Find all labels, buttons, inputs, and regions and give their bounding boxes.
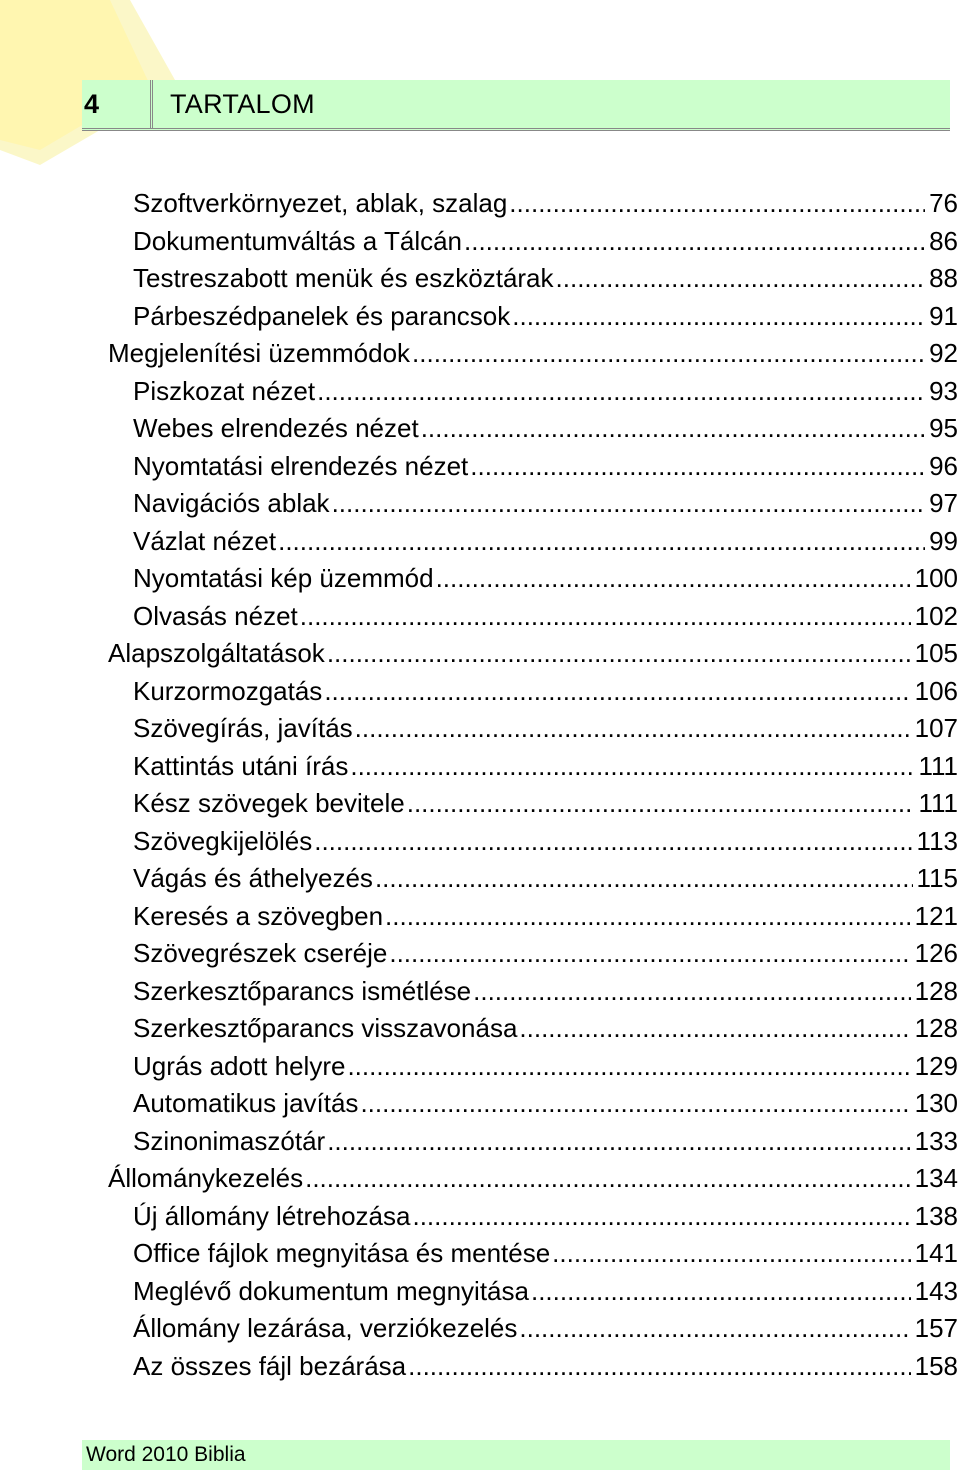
- toc-dot-leader: [389, 935, 910, 973]
- toc-entry-title: Nyomtatási kép üzemmód: [133, 563, 434, 593]
- toc-entry-title: Automatikus javítás: [133, 1088, 359, 1118]
- toc-entry-page-number: 158: [914, 1350, 958, 1381]
- toc-entry-page-number: 102: [914, 600, 958, 631]
- toc-entry: [0, 523, 960, 561]
- toc-entry-page-number: 115: [916, 863, 958, 893]
- toc-entry-title: Új állomány létrehozása: [133, 1200, 411, 1231]
- toc-entry-page-number: 107: [914, 713, 958, 743]
- toc-entry: [0, 560, 960, 598]
- toc-entry-page-number: 91: [929, 300, 958, 331]
- toc-dot-leader: [470, 448, 925, 486]
- toc-entry: [0, 1048, 960, 1086]
- toc-dot-leader: [314, 823, 912, 861]
- toc-entry-page-number: 128: [914, 1013, 958, 1043]
- toc-entry-title: Szerkesztőparancs ismétlése: [133, 975, 472, 1006]
- header-divider: [150, 80, 153, 128]
- toc-entry-page-number: 126: [914, 938, 958, 968]
- toc-dot-leader: [464, 223, 925, 261]
- toc-dot-leader: [355, 710, 911, 748]
- toc-entry: [0, 1348, 960, 1386]
- toc-entry: [0, 223, 960, 261]
- page-title: TARTALOM: [170, 89, 315, 119]
- toc-entry-page-number: 157: [914, 1313, 958, 1343]
- toc-entry: [0, 598, 960, 636]
- toc-dot-leader: [509, 185, 925, 223]
- toc-entry-title: Kész szövegek bevitele: [133, 788, 405, 818]
- toc-entry: [0, 485, 960, 523]
- toc-entry-page-number: 100: [914, 563, 958, 593]
- toc-entry: [0, 1085, 960, 1123]
- toc-entry-page-number: 128: [914, 975, 958, 1006]
- toc-dot-leader: [317, 373, 925, 411]
- toc-entry-title: Állománykezelés: [108, 1163, 304, 1193]
- toc-dot-leader: [412, 335, 925, 373]
- toc-entry-title: Alapszolgáltatások: [108, 638, 325, 668]
- toc-entry: [0, 710, 960, 748]
- toc-dot-leader: [421, 410, 925, 448]
- toc-entry-title: Vázlat nézet: [133, 525, 277, 556]
- toc-entry: [0, 785, 960, 823]
- toc-entry: [0, 748, 960, 786]
- toc-dot-leader: [436, 560, 911, 598]
- toc-entry: [0, 898, 960, 936]
- toc-section-entry: [0, 335, 960, 373]
- page-number: 4: [84, 89, 100, 119]
- toc-entry: [0, 973, 960, 1011]
- toc-entry-title: Dokumentumváltás a Tálcán: [133, 225, 463, 256]
- toc-entry-title: Szövegrészek cseréje: [133, 938, 388, 968]
- toc-entry: [0, 673, 960, 711]
- toc-entry: [0, 410, 960, 448]
- toc-entry-title: Szövegírás, javítás: [133, 713, 353, 743]
- toc-section-entry: [0, 635, 960, 673]
- toc-entry: [0, 1123, 960, 1161]
- toc-dot-leader: [324, 673, 910, 711]
- toc-entry-title: Vágás és áthelyezés: [133, 863, 373, 893]
- footer-book-title: Word 2010 Biblia: [86, 1443, 246, 1466]
- toc-dot-leader: [360, 1085, 910, 1123]
- toc-entry-title: Szerkesztőparancs visszavonása: [133, 1013, 518, 1043]
- toc-entry-page-number: 121: [914, 900, 958, 931]
- page-header: [82, 80, 950, 131]
- toc-entry-page-number: 111: [918, 750, 958, 781]
- toc-dot-leader: [519, 1010, 910, 1048]
- toc-dot-leader: [385, 898, 911, 936]
- toc-entry-title: Szövegkijelölés: [133, 825, 313, 856]
- toc-entry: [0, 260, 960, 298]
- toc-entry-page-number: 143: [914, 1275, 958, 1306]
- toc-dot-leader: [408, 1348, 910, 1386]
- toc-entry-page-number: 95: [929, 413, 958, 443]
- toc-entry-title: Testreszabott menük és eszköztárak: [133, 263, 554, 293]
- toc-entry: [0, 1198, 960, 1236]
- toc-entry: [0, 935, 960, 973]
- toc-dot-leader: [375, 860, 913, 898]
- toc-entry-title: Navigációs ablak: [133, 488, 330, 518]
- toc-entry: [0, 860, 960, 898]
- toc-dot-leader: [407, 785, 915, 823]
- toc-dot-leader: [350, 748, 914, 786]
- toc-entry-title: Megjelenítési üzemmódok: [108, 338, 411, 368]
- toc-entry-page-number: 130: [914, 1088, 958, 1118]
- toc-dot-leader: [531, 1273, 911, 1311]
- toc-entry-page-number: 106: [914, 675, 958, 706]
- toc-entry-title: Nyomtatási elrendezés nézet: [133, 450, 469, 481]
- toc-entry-page-number: 93: [929, 375, 958, 406]
- toc-entry-page-number: 99: [929, 525, 958, 556]
- toc-entry: [0, 1273, 960, 1311]
- toc-dot-leader: [473, 973, 910, 1011]
- toc-entry-title: Meglévő dokumentum megnyitása: [133, 1275, 529, 1306]
- toc-dot-leader: [412, 1198, 910, 1236]
- toc-entry-title: Piszkozat nézet: [133, 375, 316, 406]
- table-of-contents: [0, 185, 960, 1385]
- toc-entry-page-number: 88: [929, 263, 958, 293]
- toc-entry-page-number: 133: [914, 1125, 958, 1156]
- toc-entry-title: Szoftverkörnyezet, ablak, szalag: [133, 188, 508, 218]
- toc-entry-title: Az összes fájl bezárása: [133, 1350, 407, 1381]
- toc-entry-page-number: 105: [914, 638, 958, 668]
- toc-entry-title: Állomány lezárása, verziókezelés: [133, 1313, 518, 1343]
- toc-dot-leader: [327, 1123, 910, 1161]
- toc-dot-leader: [512, 298, 925, 336]
- toc-entry-page-number: 86: [929, 225, 958, 256]
- toc-dot-leader: [552, 1235, 910, 1273]
- toc-entry-page-number: 92: [929, 338, 958, 368]
- toc-entry-page-number: 141: [914, 1238, 958, 1268]
- toc-entry-title: Office fájlok megnyitása és mentése: [133, 1238, 551, 1268]
- toc-entry: [0, 448, 960, 486]
- toc-entry-title: Ugrás adott helyre: [133, 1050, 346, 1081]
- toc-section-entry: [0, 1160, 960, 1198]
- toc-entry-title: Párbeszédpanelek és parancsok: [133, 300, 511, 331]
- toc-dot-leader: [300, 598, 911, 636]
- toc-dot-leader: [556, 260, 926, 298]
- toc-dot-leader: [332, 485, 926, 523]
- toc-entry-title: Kurzormozgatás: [133, 675, 323, 706]
- toc-entry-page-number: 76: [929, 188, 958, 218]
- toc-dot-leader: [519, 1310, 910, 1348]
- toc-entry-page-number: 113: [916, 825, 958, 856]
- toc-entry-page-number: 97: [929, 488, 958, 518]
- toc-entry: [0, 1010, 960, 1048]
- toc-entry: [0, 298, 960, 336]
- toc-entry-title: Keresés a szövegben: [133, 900, 384, 931]
- toc-dot-leader: [305, 1160, 911, 1198]
- toc-entry: [0, 1310, 960, 1348]
- toc-entry: [0, 823, 960, 861]
- toc-entry: [0, 185, 960, 223]
- toc-entry-title: Webes elrendezés nézet: [133, 413, 419, 443]
- toc-entry: [0, 373, 960, 411]
- toc-entry-title: Kattintás utáni írás: [133, 750, 349, 781]
- toc-entry-page-number: 96: [929, 450, 958, 481]
- toc-entry-page-number: 134: [914, 1163, 958, 1193]
- toc-entry: [0, 1235, 960, 1273]
- toc-entry-title: Szinonimaszótár: [133, 1125, 326, 1156]
- toc-entry-title: Olvasás nézet: [133, 600, 298, 631]
- page-footer: [82, 1440, 950, 1470]
- toc-dot-leader: [327, 635, 911, 673]
- toc-entry-page-number: 138: [914, 1200, 958, 1231]
- toc-dot-leader: [278, 523, 925, 561]
- toc-entry-page-number: 129: [914, 1050, 958, 1081]
- toc-dot-leader: [347, 1048, 910, 1086]
- toc-entry-page-number: 111: [918, 788, 958, 818]
